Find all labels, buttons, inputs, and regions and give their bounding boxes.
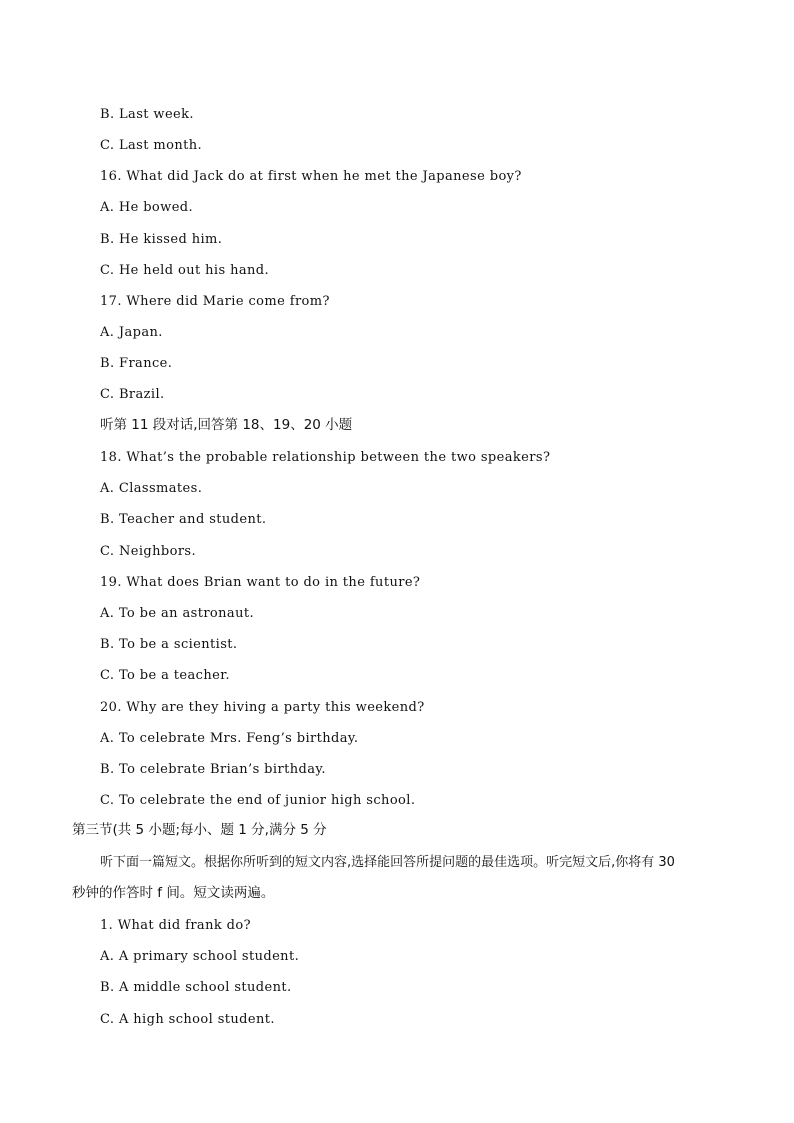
option-c-last-month: C. Last month.	[100, 138, 203, 153]
q20-option-b: B. To celebrate Brian’s birthday.	[100, 762, 326, 777]
option-b-last-week: B. Last week.	[100, 107, 194, 122]
q16-option-a: A. He bowed.	[100, 200, 194, 215]
question-19: 19. What does Brian want to do in the future?	[100, 575, 421, 590]
q16-option-b: B. He kissed him.	[100, 232, 223, 247]
q17-option-c: C. Brazil.	[100, 387, 165, 402]
q18-option-c: C. Neighbors.	[100, 544, 197, 559]
question-20: 20. Why are they hiving a party this weekend?	[100, 700, 425, 715]
q19-option-b: B. To be a scientist.	[100, 637, 238, 652]
q19-option-c: C. To be a teacher.	[100, 668, 230, 683]
q18-option-b: B. Teacher and student.	[100, 512, 267, 527]
q17-option-a: A. Japan.	[100, 325, 163, 340]
q18-option-a: A. Classmates.	[100, 481, 203, 496]
question-16: 16. What did Jack do at first when he met the Japanese boy?	[100, 169, 522, 184]
section-3-instruction-line-1: 听下面一篇短文。根据你所听到的短文内容,选择能回答所提问题的最佳选项。听完短文后,你将有 30	[100, 855, 675, 870]
q20-option-c: C. To celebrate the end of junior high school.	[100, 793, 416, 808]
question-18: 18. What’s the probable relationship between the two speakers?	[100, 450, 551, 465]
q20-option-a: A. To celebrate Mrs. Feng’s birthday.	[100, 731, 359, 746]
section-3-heading: 第三节(共 5 小题;每小、题 1 分,满分 5 分	[72, 822, 327, 838]
question-17: 17. Where did Marie come from?	[100, 294, 330, 309]
q1-option-b: B. A middle school student.	[100, 980, 292, 995]
q19-option-a: A. To be an astronaut.	[100, 606, 255, 621]
q16-option-c: C. He held out his hand.	[100, 263, 270, 278]
question-1: 1. What did frank do?	[100, 918, 251, 933]
section-instruction-11: 听第 11 段对话,回答第 18、19、20 小题	[100, 417, 353, 433]
section-3-instruction-line-2: 秒钟的作答时 f 间。短文读两遍。	[72, 885, 275, 901]
q1-option-c: C. A high school student.	[100, 1012, 275, 1027]
q1-option-a: A. A primary school student.	[100, 949, 300, 964]
q17-option-b: B. France.	[100, 356, 173, 371]
